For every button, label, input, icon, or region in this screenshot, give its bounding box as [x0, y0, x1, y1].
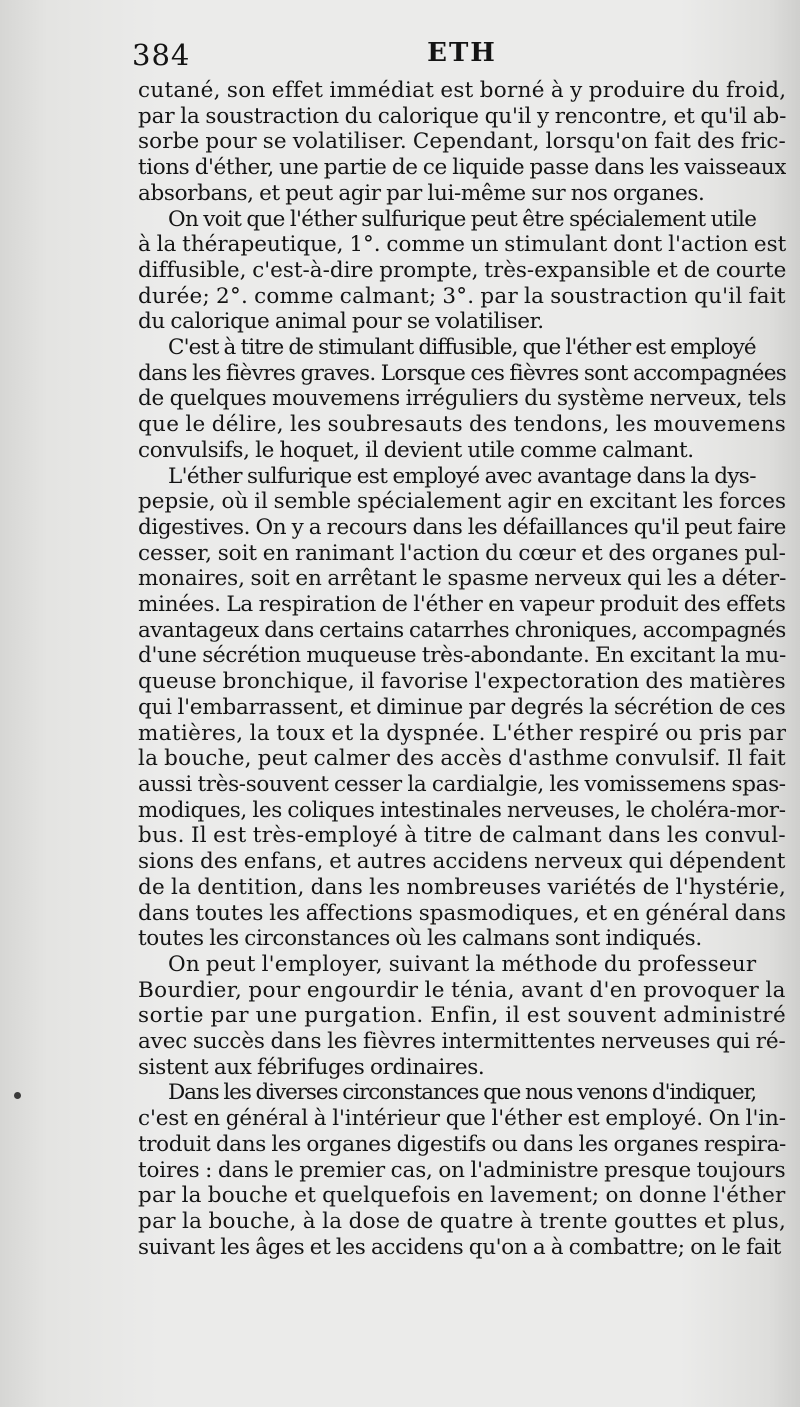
- text-line: avec succès dans les fièvres intermittentes nerveuses qui ré-: [138, 1029, 786, 1055]
- text-line: avantageux dans certains catarrhes chroniques, accompagnés: [138, 617, 786, 643]
- text-line: aussi très-souvent cesser la cardialgie, les vomissemens spas-: [138, 771, 786, 797]
- text-line: sions des enfans, et autres accidens nerveux qui dépendent: [138, 849, 786, 875]
- text-line: durée; 2°. comme calmant; 3°. par la soustraction qu'il fait: [138, 283, 786, 309]
- text-line: que le délire, les soubresauts des tendons, les mouvemens: [138, 412, 786, 438]
- text-line: monaires, soit en arrêtant le spasme nerveux qui les a déter-: [138, 566, 786, 592]
- text-line: de quelques mouvemens irréguliers du système nerveux, tels: [138, 386, 786, 412]
- text-line: à la thérapeutique, 1°. comme un stimulant dont l'action est: [138, 232, 786, 258]
- text-line: d'une sécrétion muqueuse très-abondante. En excitant la mu-: [138, 643, 786, 669]
- text-line: cesser, soit en ranimant l'action du cœur et des organes pul-: [138, 540, 786, 566]
- paragraph: [138, 335, 786, 464]
- text-line: de la dentition, dans les nombreuses variétés de l'hystérie,: [138, 874, 786, 900]
- text-line: dans les fièvres graves. Lorsque ces fièvres sont accompagnées: [138, 360, 786, 386]
- text-line: la bouche, peut calmer des accès d'asthme convulsif. Il fait: [138, 746, 786, 772]
- paragraph: [138, 1080, 786, 1260]
- text-line: suivant les âges et les accidens qu'on a à combattre; on le fait: [138, 1234, 782, 1260]
- text-line: sorbe pour se volatiliser. Cependant, lorsqu'on fait des fric-: [138, 129, 786, 155]
- text-line: On voit que l'éther sulfurique peut être spécialement utile: [168, 206, 757, 232]
- text-line: dans toutes les affections spasmodiques, et en général dans: [138, 900, 786, 926]
- text-line: du calorique animal pour se volatiliser.: [138, 309, 544, 335]
- text-line: absorbans, et peut agir par lui-même sur nos organes.: [138, 180, 705, 206]
- text-line: L'éther sulfurique est employé avec avantage dans la dys-: [168, 463, 756, 489]
- text-line: tions d'éther, une partie de ce liquide passe dans les vaisseaux: [138, 155, 786, 181]
- paragraph: [138, 952, 786, 1081]
- text-line: par la bouche et quelquefois en lavement; on donne l'éther: [138, 1183, 786, 1209]
- text-line: cutané, son effet immédiat est borné à y produire du froid,: [138, 78, 786, 103]
- book-page: [132, 38, 786, 1260]
- text-line: sistent aux fébrifuges ordinaires.: [138, 1054, 485, 1080]
- text-line: modiques, les coliques intestinales nerveuses, le choléra-mor-: [138, 797, 786, 823]
- text-line: digestives. On y a recours dans les défaillances qu'il peut faire: [138, 514, 786, 540]
- paragraph: [138, 207, 786, 336]
- text-line: Dans les diverses circonstances que nous venons d'indiquer,: [168, 1080, 757, 1106]
- text-line: queuse bronchique, il favorise l'expectoration des matières: [138, 669, 786, 695]
- text-line: c'est en général à l'intérieur que l'éther est employé. On l'in-: [138, 1106, 786, 1132]
- text-line: convulsifs, le hoquet, il devient utile comme calmant.: [138, 437, 694, 463]
- body-text: [138, 78, 786, 1260]
- text-line: par la soustraction du calorique qu'il y rencontre, et qu'il ab-: [138, 103, 786, 129]
- text-line: pepsie, où il semble spécialement agir en excitant les forces: [138, 489, 786, 515]
- text-line: par la bouche, à la dose de quatre à trente gouttes et plus,: [138, 1208, 786, 1234]
- text-line: qui l'embarrassent, et diminue par degrés la sécrétion de ces: [138, 694, 786, 720]
- text-line: diffusible, c'est-à-dire prompte, très-expansible et de courte: [138, 257, 786, 283]
- text-line: sortie par une purgation. Enfin, il est souvent administré: [138, 1003, 786, 1029]
- running-head: [132, 38, 786, 78]
- text-line: minées. La respiration de l'éther en vapeur produit des effets: [138, 592, 786, 618]
- paragraph: [138, 464, 786, 952]
- running-title: ETH: [427, 38, 497, 68]
- paragraph: [138, 78, 786, 207]
- text-line: matières, la toux et la dyspnée. L'éther respiré ou pris par: [138, 720, 786, 746]
- text-line: bus. Il est très-employé à titre de calmant dans les convul-: [138, 823, 786, 849]
- text-line: On peut l'employer, suivant la méthode du professeur: [168, 951, 757, 977]
- text-line: troduit dans les organes digestifs ou dans les organes respira-: [138, 1131, 786, 1157]
- margin-ink-spot: [14, 1092, 21, 1099]
- text-line: toires : dans le premier cas, on l'administre presque toujours: [138, 1157, 786, 1183]
- text-line: Bourdier, pour engourdir le ténia, avant d'en provoquer la: [138, 977, 786, 1003]
- text-line: toutes les circonstances où les calmans sont indiqués.: [138, 926, 702, 952]
- page-number: 384: [132, 38, 191, 72]
- text-line: C'est à titre de stimulant diffusible, que l'éther est employé: [168, 335, 756, 361]
